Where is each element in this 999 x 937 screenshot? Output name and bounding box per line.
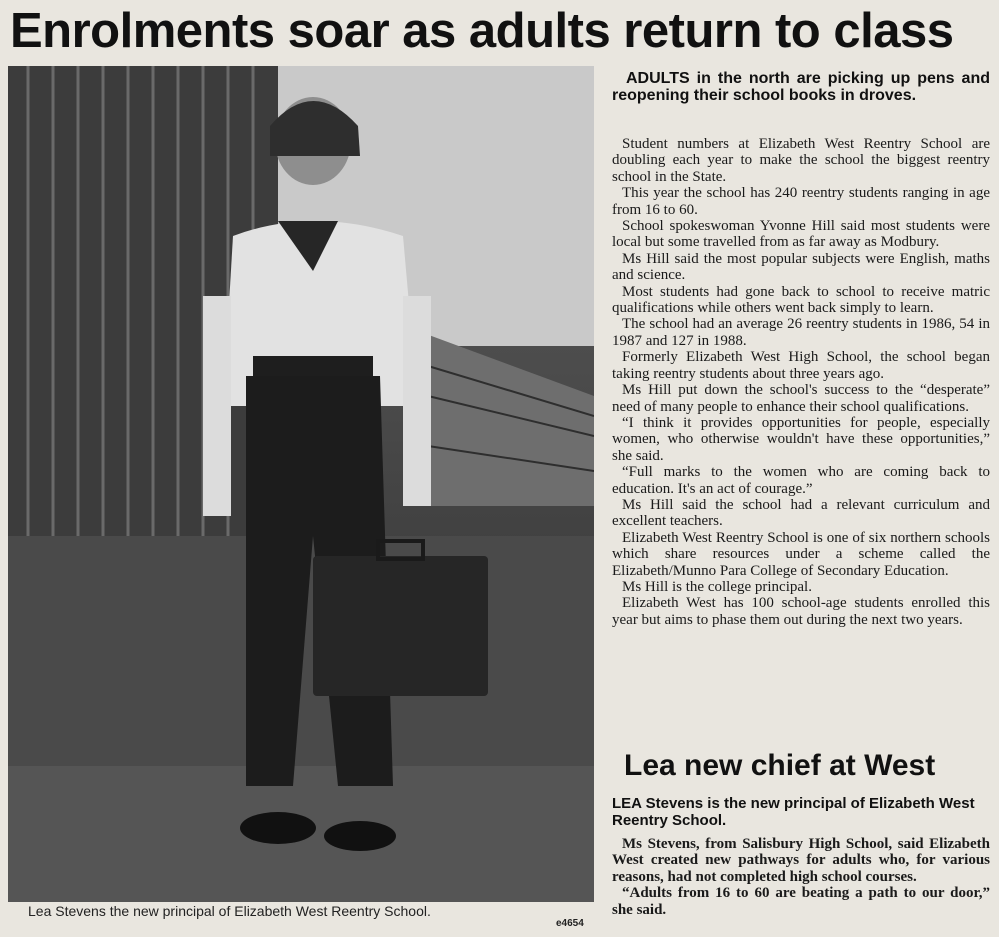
article-lede xyxy=(612,70,990,104)
headline: Enrolments soar as adults return to class xyxy=(10,4,954,58)
article-paragraph: “Full marks to the women who are coming back to education. It's an act of courage.” xyxy=(612,464,990,497)
article-paragraph: Most students had gone back to school to receive matric qualifications while others went back simply to learn. xyxy=(612,283,990,317)
article-paragraph: Elizabeth West Reentry School is one of six northern schools which share resources under a scheme called the Elizabeth/Munno Para College of Secondary Education. xyxy=(612,529,990,579)
sidebar-lede: LEA Stevens is the new principal of Elizabeth West Reentry School. xyxy=(612,795,975,829)
sidebar-paragraph: “Adults from 16 to 60 are beating a path to our door,” she said. xyxy=(612,885,990,918)
article-paragraph: The school had an average 26 reentry students in 1986, 54 in 1987 and 127 in 1988. xyxy=(612,316,990,349)
article-paragraph: Student numbers at Elizabeth West Reentry School are doubling each year to make the school the biggest reentry school in the State. xyxy=(612,136,990,185)
article-paragraph: Elizabeth West has 100 school-age students enrolled this year but aims to phase them out during the next two years. xyxy=(612,595,990,628)
article-paragraph: Ms Hill is the college principal. xyxy=(622,578,812,595)
article-paragraph: Ms Hill said the school had a relevant curriculum and excellent teachers. xyxy=(612,496,990,530)
article-body xyxy=(612,136,990,628)
article-paragraph: This year the school has 240 reentry students ranging in age from 16 to 60. xyxy=(612,185,990,218)
article-lede-text: ADULTS in the north are picking up pens and reopening their school books in droves. xyxy=(612,70,990,104)
sidebar-paragraph: Ms Stevens, from Salisbury High School, said Elizabeth West created new pathways for adults who, for various reasons, had not completed high school courses. xyxy=(612,836,990,885)
photo xyxy=(8,66,594,902)
article-paragraph: Ms Hill said the most popular subjects were English, maths and science. xyxy=(612,250,990,284)
article-paragraph: Ms Hill put down the school's success to the “desperate” need of many people to enhance their school qualifications. xyxy=(612,382,990,415)
photo-code: e4654 xyxy=(556,918,584,929)
photo-illustration xyxy=(8,66,594,902)
photo-caption: Lea Stevens the new principal of Elizabeth West Reentry School. xyxy=(28,903,431,919)
sidebar-headline: Lea new chief at West xyxy=(624,749,936,782)
article-paragraph: “I think it provides opportunities for people, especially women, who otherwise wouldn't have these opportunities,” she said. xyxy=(612,414,990,464)
article-paragraph: Formerly Elizabeth West High School, the school began taking reentry students about three years ago. xyxy=(612,349,990,382)
sidebar-body xyxy=(612,836,990,918)
article-paragraph: School spokeswoman Yvonne Hill said most students were local but some travelled from as far away as Modbury. xyxy=(612,218,990,251)
